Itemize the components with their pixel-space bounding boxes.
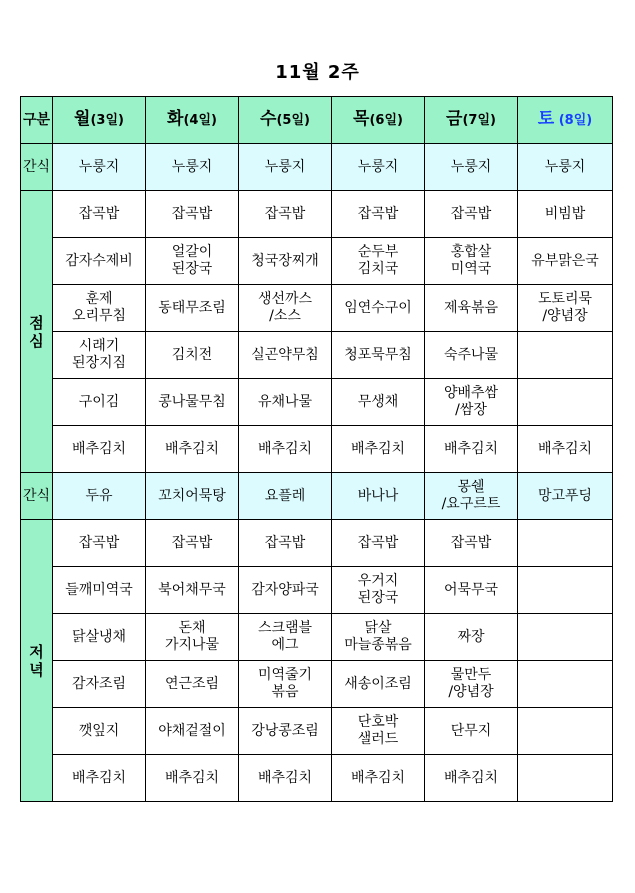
menu-item-line: 임연수구이 <box>344 299 412 316</box>
meal-label <box>21 520 53 802</box>
menu-cell <box>53 661 146 708</box>
menu-cell <box>53 614 146 661</box>
menu-cell <box>146 379 239 426</box>
menu-cell <box>332 708 425 755</box>
dinner-row <box>21 614 613 661</box>
menu-item-line: 무생채 <box>357 393 399 410</box>
menu-cell <box>53 473 146 520</box>
menu-item-line: 청국장찌개 <box>251 252 319 269</box>
menu-cell <box>425 661 518 708</box>
menu-cell <box>53 191 146 238</box>
lunch-row <box>21 238 613 285</box>
menu-cell <box>425 708 518 755</box>
menu-cell <box>425 755 518 802</box>
day-header <box>239 97 332 144</box>
menu-item-line: 어묵무국 <box>443 581 499 598</box>
menu-item-line: 닭살냉채 <box>71 628 127 645</box>
menu-item-line: 배추김치 <box>257 440 313 457</box>
menu-cell <box>146 238 239 285</box>
dinner-row <box>21 661 613 708</box>
menu-item-line: 배추김치 <box>443 769 499 786</box>
menu-item-line: 마늘종볶음 <box>344 637 412 653</box>
menu-cell <box>53 708 146 755</box>
day-name: 금 <box>446 109 463 129</box>
menu-item-line: 연근조림 <box>164 675 220 692</box>
meal-label <box>21 191 53 473</box>
menu-item-line: 깻잎지 <box>78 722 120 739</box>
menu-cell <box>239 332 332 379</box>
menu-item-line: 배추김치 <box>71 769 127 786</box>
menu-cell <box>332 191 425 238</box>
menu-cell <box>518 614 613 661</box>
menu-item-line: 배추김치 <box>71 440 127 457</box>
day-header <box>53 97 146 144</box>
lunch-row <box>21 379 613 426</box>
day-name: 토 <box>537 109 555 129</box>
menu-item-line: 감자양파국 <box>251 581 319 598</box>
menu-item-line: 배추김치 <box>537 440 593 457</box>
menu-cell <box>239 473 332 520</box>
header-row <box>21 97 613 144</box>
snack-label: 간식 <box>21 473 53 520</box>
menu-item-line: 감자조림 <box>71 675 127 692</box>
menu-item-line: 물만두 <box>450 667 492 683</box>
menu-item-line: 샐러드 <box>357 731 399 747</box>
menu-cell <box>425 426 518 473</box>
lunch-row <box>21 191 613 238</box>
menu-cell <box>332 332 425 379</box>
menu-cell <box>53 755 146 802</box>
menu-item-line: 김치국 <box>357 261 399 277</box>
dinner-row <box>21 708 613 755</box>
menu-cell <box>239 520 332 567</box>
menu-cell <box>239 379 332 426</box>
meal-label-char: 점 <box>29 313 44 332</box>
menu-cell <box>332 567 425 614</box>
menu-cell <box>332 379 425 426</box>
menu-item-line: 잡곡밥 <box>171 205 213 222</box>
menu-item-line: 스크램블 <box>257 620 313 636</box>
menu-item-line: /쌈장 <box>455 402 487 418</box>
menu-item-line: 요플레 <box>264 487 306 504</box>
page-title: 11월 2주 <box>275 62 360 83</box>
menu-item-line: 야채겉절이 <box>158 722 226 739</box>
menu-item-line: 짜장 <box>457 628 485 645</box>
menu-item-line: 우거지 <box>357 573 399 589</box>
menu-cell <box>518 567 613 614</box>
menu-item-line: /요구르트 <box>441 496 501 512</box>
menu-item-line: 된장국 <box>357 590 399 606</box>
menu-item-line: 훈제 <box>85 291 113 307</box>
menu-item-line: 돈채 <box>178 620 206 636</box>
menu-cell <box>518 520 613 567</box>
menu-item-line: 새송이조림 <box>344 675 412 692</box>
menu-cell <box>332 473 425 520</box>
menu-item-line: 청포묵무침 <box>344 346 412 363</box>
menu-cell <box>53 238 146 285</box>
menu-cell <box>332 520 425 567</box>
menu-cell <box>146 473 239 520</box>
menu-cell <box>518 238 613 285</box>
day-name: 월 <box>74 109 91 129</box>
meal-label-char: 저 <box>29 642 44 661</box>
menu-item-line: 잡곡밥 <box>78 205 120 222</box>
menu-cell <box>332 238 425 285</box>
menu-cell <box>146 708 239 755</box>
menu-item-line: 유부맑은국 <box>531 252 599 269</box>
menu-item-line: /양념장 <box>448 684 494 700</box>
menu-cell <box>332 661 425 708</box>
menu-item-line: 제육볶음 <box>443 299 499 316</box>
menu-item-line: 볶음 <box>271 684 299 700</box>
menu-cell: 누룽지 <box>332 144 425 191</box>
menu-cell: 누룽지 <box>518 144 613 191</box>
menu-item-line: 생선까스 <box>257 291 313 307</box>
menu-item-line: 단무지 <box>450 722 492 739</box>
menu-cell <box>332 285 425 332</box>
menu-item-line: 유채나물 <box>257 393 313 410</box>
menu-item-line: 닭살 <box>364 620 392 636</box>
menu-item-line: 순두부 <box>357 244 399 260</box>
menu-item-line: 망고푸딩 <box>537 487 593 504</box>
menu-item-line: 배추김치 <box>443 440 499 457</box>
menu-cell <box>425 614 518 661</box>
menu-cell <box>425 379 518 426</box>
menu-cell <box>518 426 613 473</box>
lunch-row <box>21 426 613 473</box>
day-name: 화 <box>167 109 184 129</box>
dinner-row <box>21 567 613 614</box>
menu-cell: 누룽지 <box>239 144 332 191</box>
menu-item-line: 강낭콩조림 <box>251 722 319 739</box>
menu-cell <box>53 520 146 567</box>
menu-cell <box>518 708 613 755</box>
menu-cell <box>239 191 332 238</box>
menu-cell <box>239 238 332 285</box>
menu-cell <box>239 285 332 332</box>
menu-item-line: 잡곡밥 <box>357 534 399 551</box>
meal-label-char: 녁 <box>29 660 44 679</box>
menu-item-line: 몽쉘 <box>457 479 485 495</box>
menu-item-line: 꼬치어묵탕 <box>158 487 226 504</box>
menu-cell <box>239 614 332 661</box>
category-header: 구분 <box>21 97 53 144</box>
menu-item-line: 잡곡밥 <box>357 205 399 222</box>
day-date: (5일) <box>276 113 310 128</box>
day-date: (7일) <box>462 113 496 128</box>
menu-item-line: 단호박 <box>357 714 399 730</box>
day-date: (6일) <box>369 113 403 128</box>
snack-label: 간식 <box>21 144 53 191</box>
menu-item-line: 구이김 <box>78 393 120 410</box>
menu-item-line: 홍합살 <box>450 244 492 260</box>
menu-cell <box>239 755 332 802</box>
menu-cell: 누룽지 <box>425 144 518 191</box>
menu-item-line: 두유 <box>85 487 113 504</box>
menu-item-line: 잡곡밥 <box>78 534 120 551</box>
menu-item-line: 감자수제비 <box>65 252 133 269</box>
day-date: (4일) <box>183 113 217 128</box>
menu-item-line: 숙주나물 <box>443 346 499 363</box>
menu-item-line: 실곤약무침 <box>251 346 319 363</box>
menu-item-line: 미역줄기 <box>257 667 313 683</box>
menu-item-line: 된장국 <box>171 261 213 277</box>
menu-cell <box>146 520 239 567</box>
menu-item-line: 가지나물 <box>164 637 220 653</box>
menu-item-line: 비빔밥 <box>544 205 586 222</box>
menu-cell <box>518 755 613 802</box>
menu-cell <box>518 191 613 238</box>
menu-cell <box>239 661 332 708</box>
menu-item-line: 에그 <box>271 637 299 653</box>
menu-cell <box>146 426 239 473</box>
menu-cell <box>53 426 146 473</box>
menu-item-line: /양념장 <box>542 308 588 324</box>
menu-cell <box>425 332 518 379</box>
menu-cell <box>518 661 613 708</box>
menu-item-line: 콩나물무침 <box>158 393 226 410</box>
menu-item-line: 들깨미역국 <box>65 581 133 598</box>
menu-cell <box>53 567 146 614</box>
menu-item-line: 된장지짐 <box>71 355 127 371</box>
day-name: 목 <box>353 109 370 129</box>
menu-item-line: 김치전 <box>171 346 213 363</box>
menu-item-line: 잡곡밥 <box>264 205 306 222</box>
menu-cell <box>518 473 613 520</box>
menu-item-line: 바나나 <box>357 487 399 504</box>
menu-item-line: 얼갈이 <box>171 244 213 260</box>
lunch-row <box>21 285 613 332</box>
menu-item-line: 배추김치 <box>350 440 406 457</box>
menu-item-line: 잡곡밥 <box>450 205 492 222</box>
menu-item-line: /소스 <box>269 308 301 324</box>
menu-cell <box>239 426 332 473</box>
menu-cell <box>425 285 518 332</box>
day-header-saturday <box>518 97 613 144</box>
menu-item-line: 미역국 <box>450 261 492 277</box>
menu-item-line: 잡곡밥 <box>264 534 306 551</box>
menu-cell <box>239 567 332 614</box>
afternoon-snack-row <box>21 473 613 520</box>
menu-cell <box>146 191 239 238</box>
menu-item-line: 북어채무국 <box>158 581 226 598</box>
day-header <box>146 97 239 144</box>
menu-item-line: 잡곡밥 <box>171 534 213 551</box>
menu-cell <box>239 708 332 755</box>
menu-item-line: 도토리묵 <box>537 291 593 307</box>
menu-cell <box>146 661 239 708</box>
menu-cell <box>425 191 518 238</box>
meal-label-char: 심 <box>29 331 44 350</box>
menu-item-line: 동태무조림 <box>158 299 226 316</box>
menu-item-line: 배추김치 <box>164 440 220 457</box>
menu-cell <box>146 285 239 332</box>
menu-cell <box>146 755 239 802</box>
dinner-row <box>21 755 613 802</box>
menu-item-line: 배추김치 <box>257 769 313 786</box>
menu-cell: 누룽지 <box>146 144 239 191</box>
menu-cell <box>146 332 239 379</box>
day-header <box>425 97 518 144</box>
day-name: 수 <box>260 109 277 129</box>
menu-cell <box>425 567 518 614</box>
day-date: (8일) <box>554 113 593 128</box>
menu-item-line: 배추김치 <box>350 769 406 786</box>
menu-cell <box>425 520 518 567</box>
day-header <box>332 97 425 144</box>
menu-cell <box>53 285 146 332</box>
meal-plan-table <box>20 96 613 802</box>
menu-cell <box>425 238 518 285</box>
day-date: (3일) <box>90 113 124 128</box>
menu-item-line: 오리무침 <box>71 308 127 324</box>
menu-cell <box>146 614 239 661</box>
menu-cell <box>146 567 239 614</box>
menu-cell <box>518 332 613 379</box>
menu-cell <box>53 379 146 426</box>
menu-cell <box>518 285 613 332</box>
menu-item-line: 잡곡밥 <box>450 534 492 551</box>
menu-cell <box>332 614 425 661</box>
menu-cell <box>332 755 425 802</box>
lunch-row <box>21 332 613 379</box>
menu-item-line: 배추김치 <box>164 769 220 786</box>
dinner-row <box>21 520 613 567</box>
menu-cell <box>425 473 518 520</box>
menu-cell <box>332 426 425 473</box>
menu-cell: 누룽지 <box>53 144 146 191</box>
menu-cell <box>53 332 146 379</box>
menu-cell <box>518 379 613 426</box>
menu-item-line: 시래기 <box>78 338 120 354</box>
morning-snack-row <box>21 144 613 191</box>
menu-item-line: 양배추쌈 <box>443 385 499 401</box>
